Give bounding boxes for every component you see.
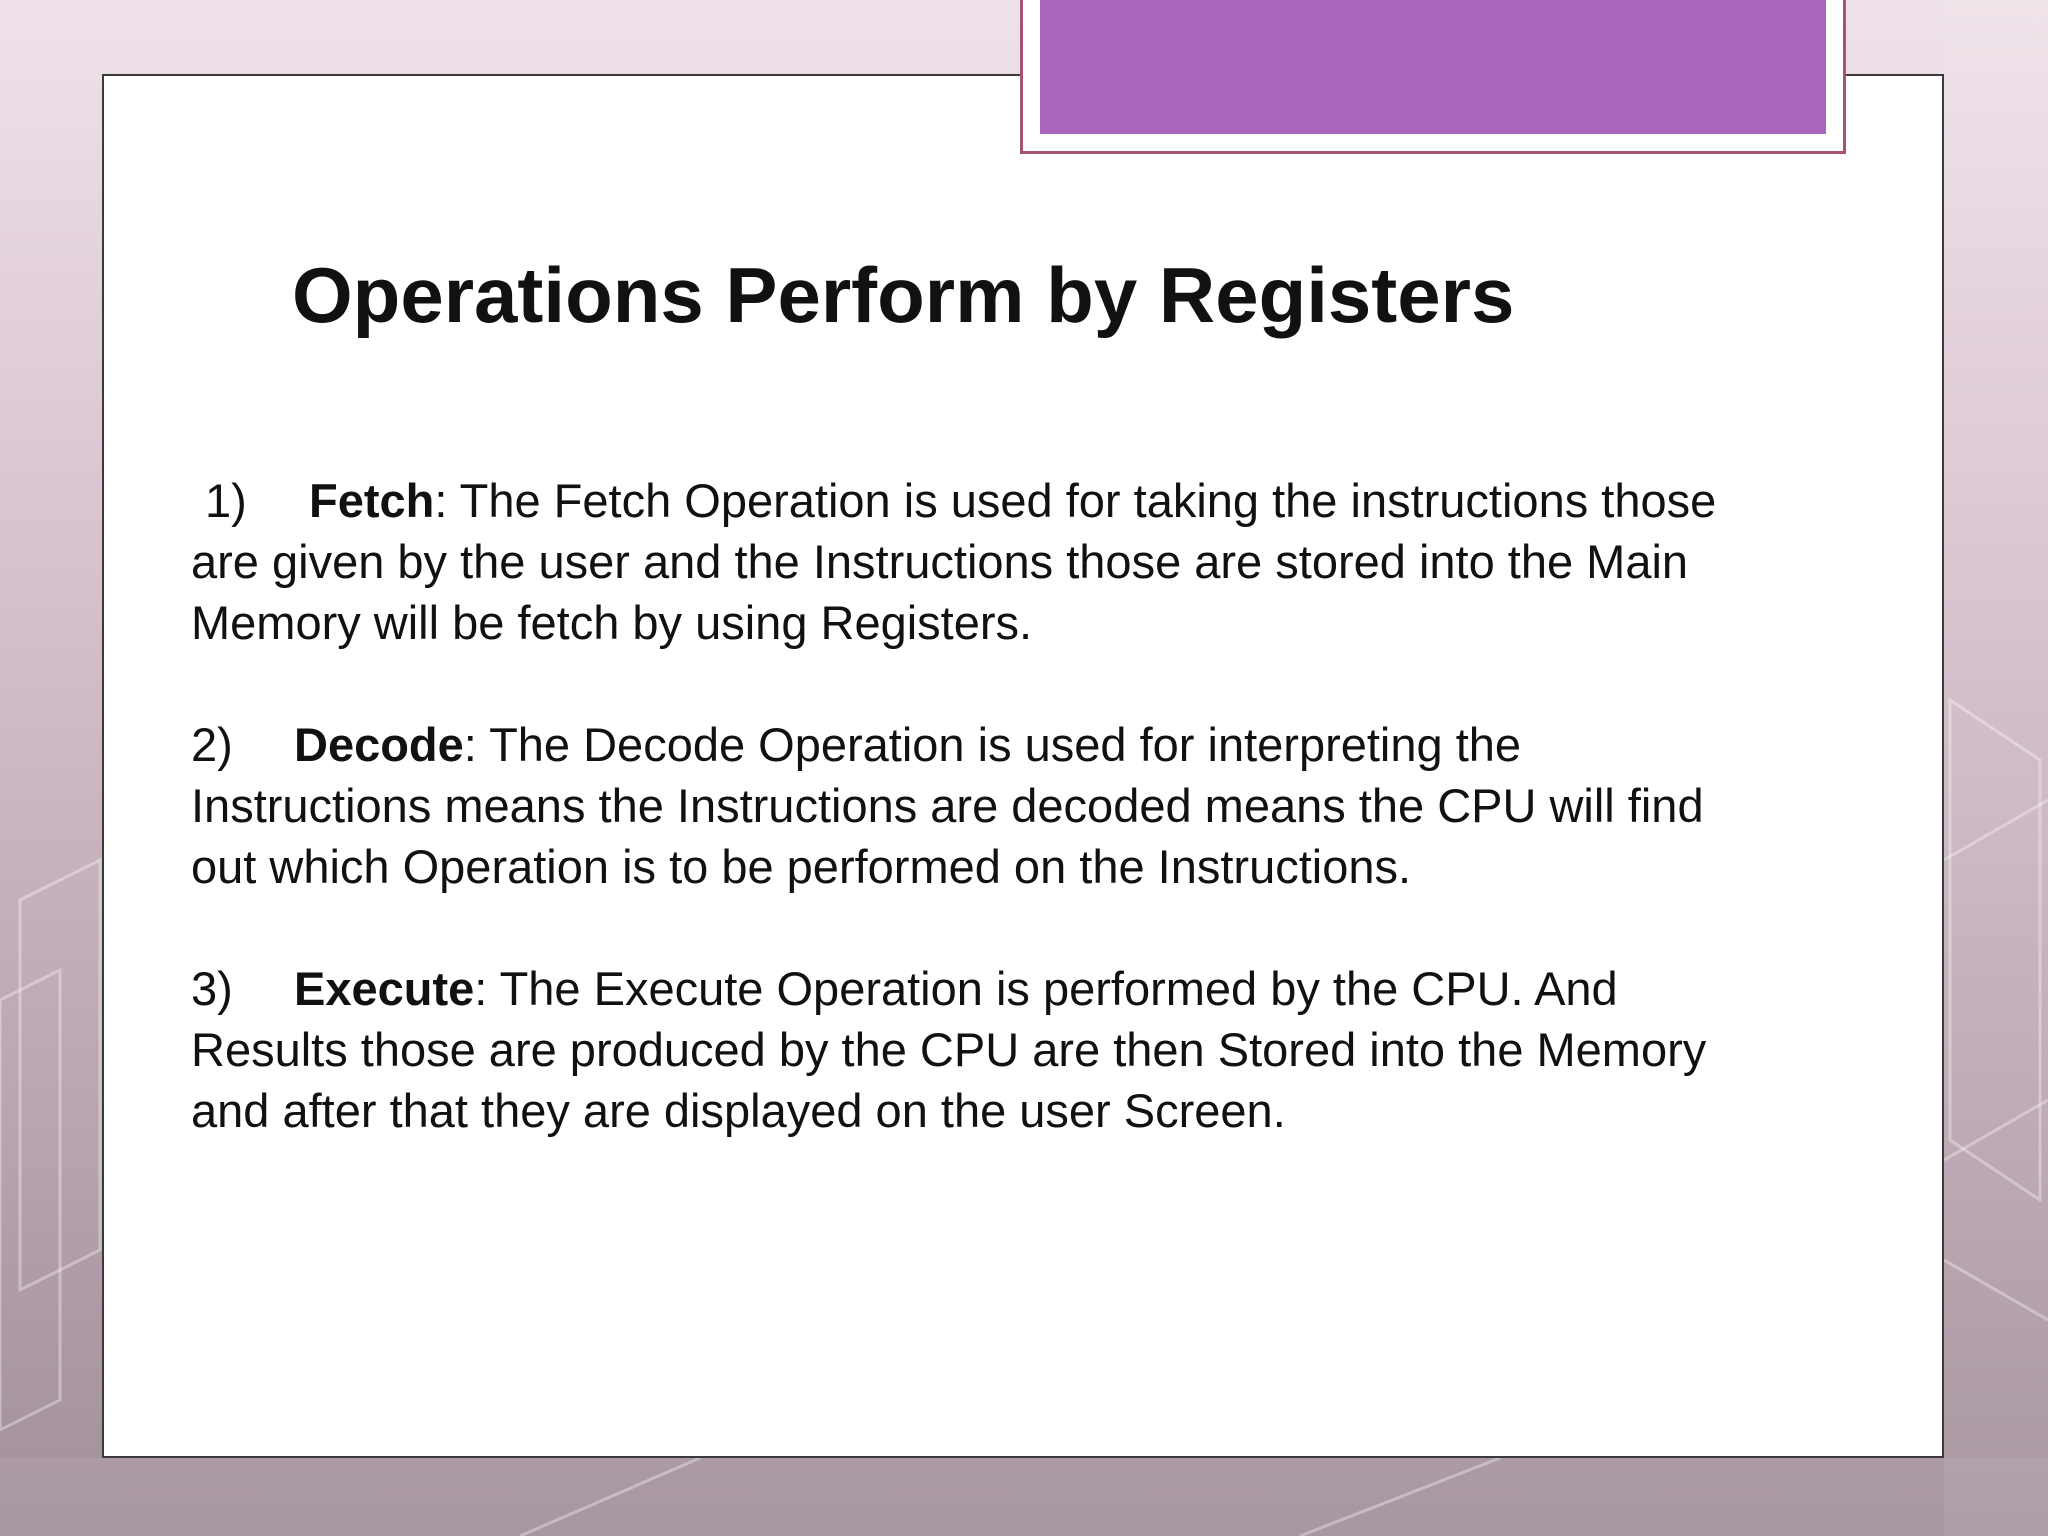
list-item-decode [191, 714, 1751, 897]
operations-list [191, 470, 1751, 1202]
item-description: The Fetch Operation is used for taking the instructions those are given by the user and the Instructions those are stored into the Main Memory will be fetch by using Registers. [191, 474, 1717, 649]
list-item-execute [191, 958, 1751, 1141]
title-accent-bar [1040, 0, 1826, 134]
item-term: Execute [294, 962, 475, 1015]
slide-title: Operations Perform by Registers [292, 251, 1515, 339]
item-description: The Decode Operation is used for interpreting the Instructions means the Instructions are decoded means the CPU will find out which Operation is to be performed on the Instructions. [191, 718, 1704, 893]
item-description: The Execute Operation is performed by the CPU. And Results those are produced by the CPU are then Stored into the Memory and after that they are displayed on the user Screen. [191, 962, 1707, 1137]
item-separator: : [463, 718, 490, 771]
item-number: 1) [205, 474, 247, 527]
item-number: 2) [191, 718, 233, 771]
item-term: Decode [294, 718, 464, 771]
item-separator: : [474, 962, 500, 1015]
item-number: 3) [191, 962, 233, 1015]
item-term: Fetch [309, 474, 435, 527]
item-separator: : [434, 474, 460, 527]
list-item-fetch [191, 470, 1751, 653]
